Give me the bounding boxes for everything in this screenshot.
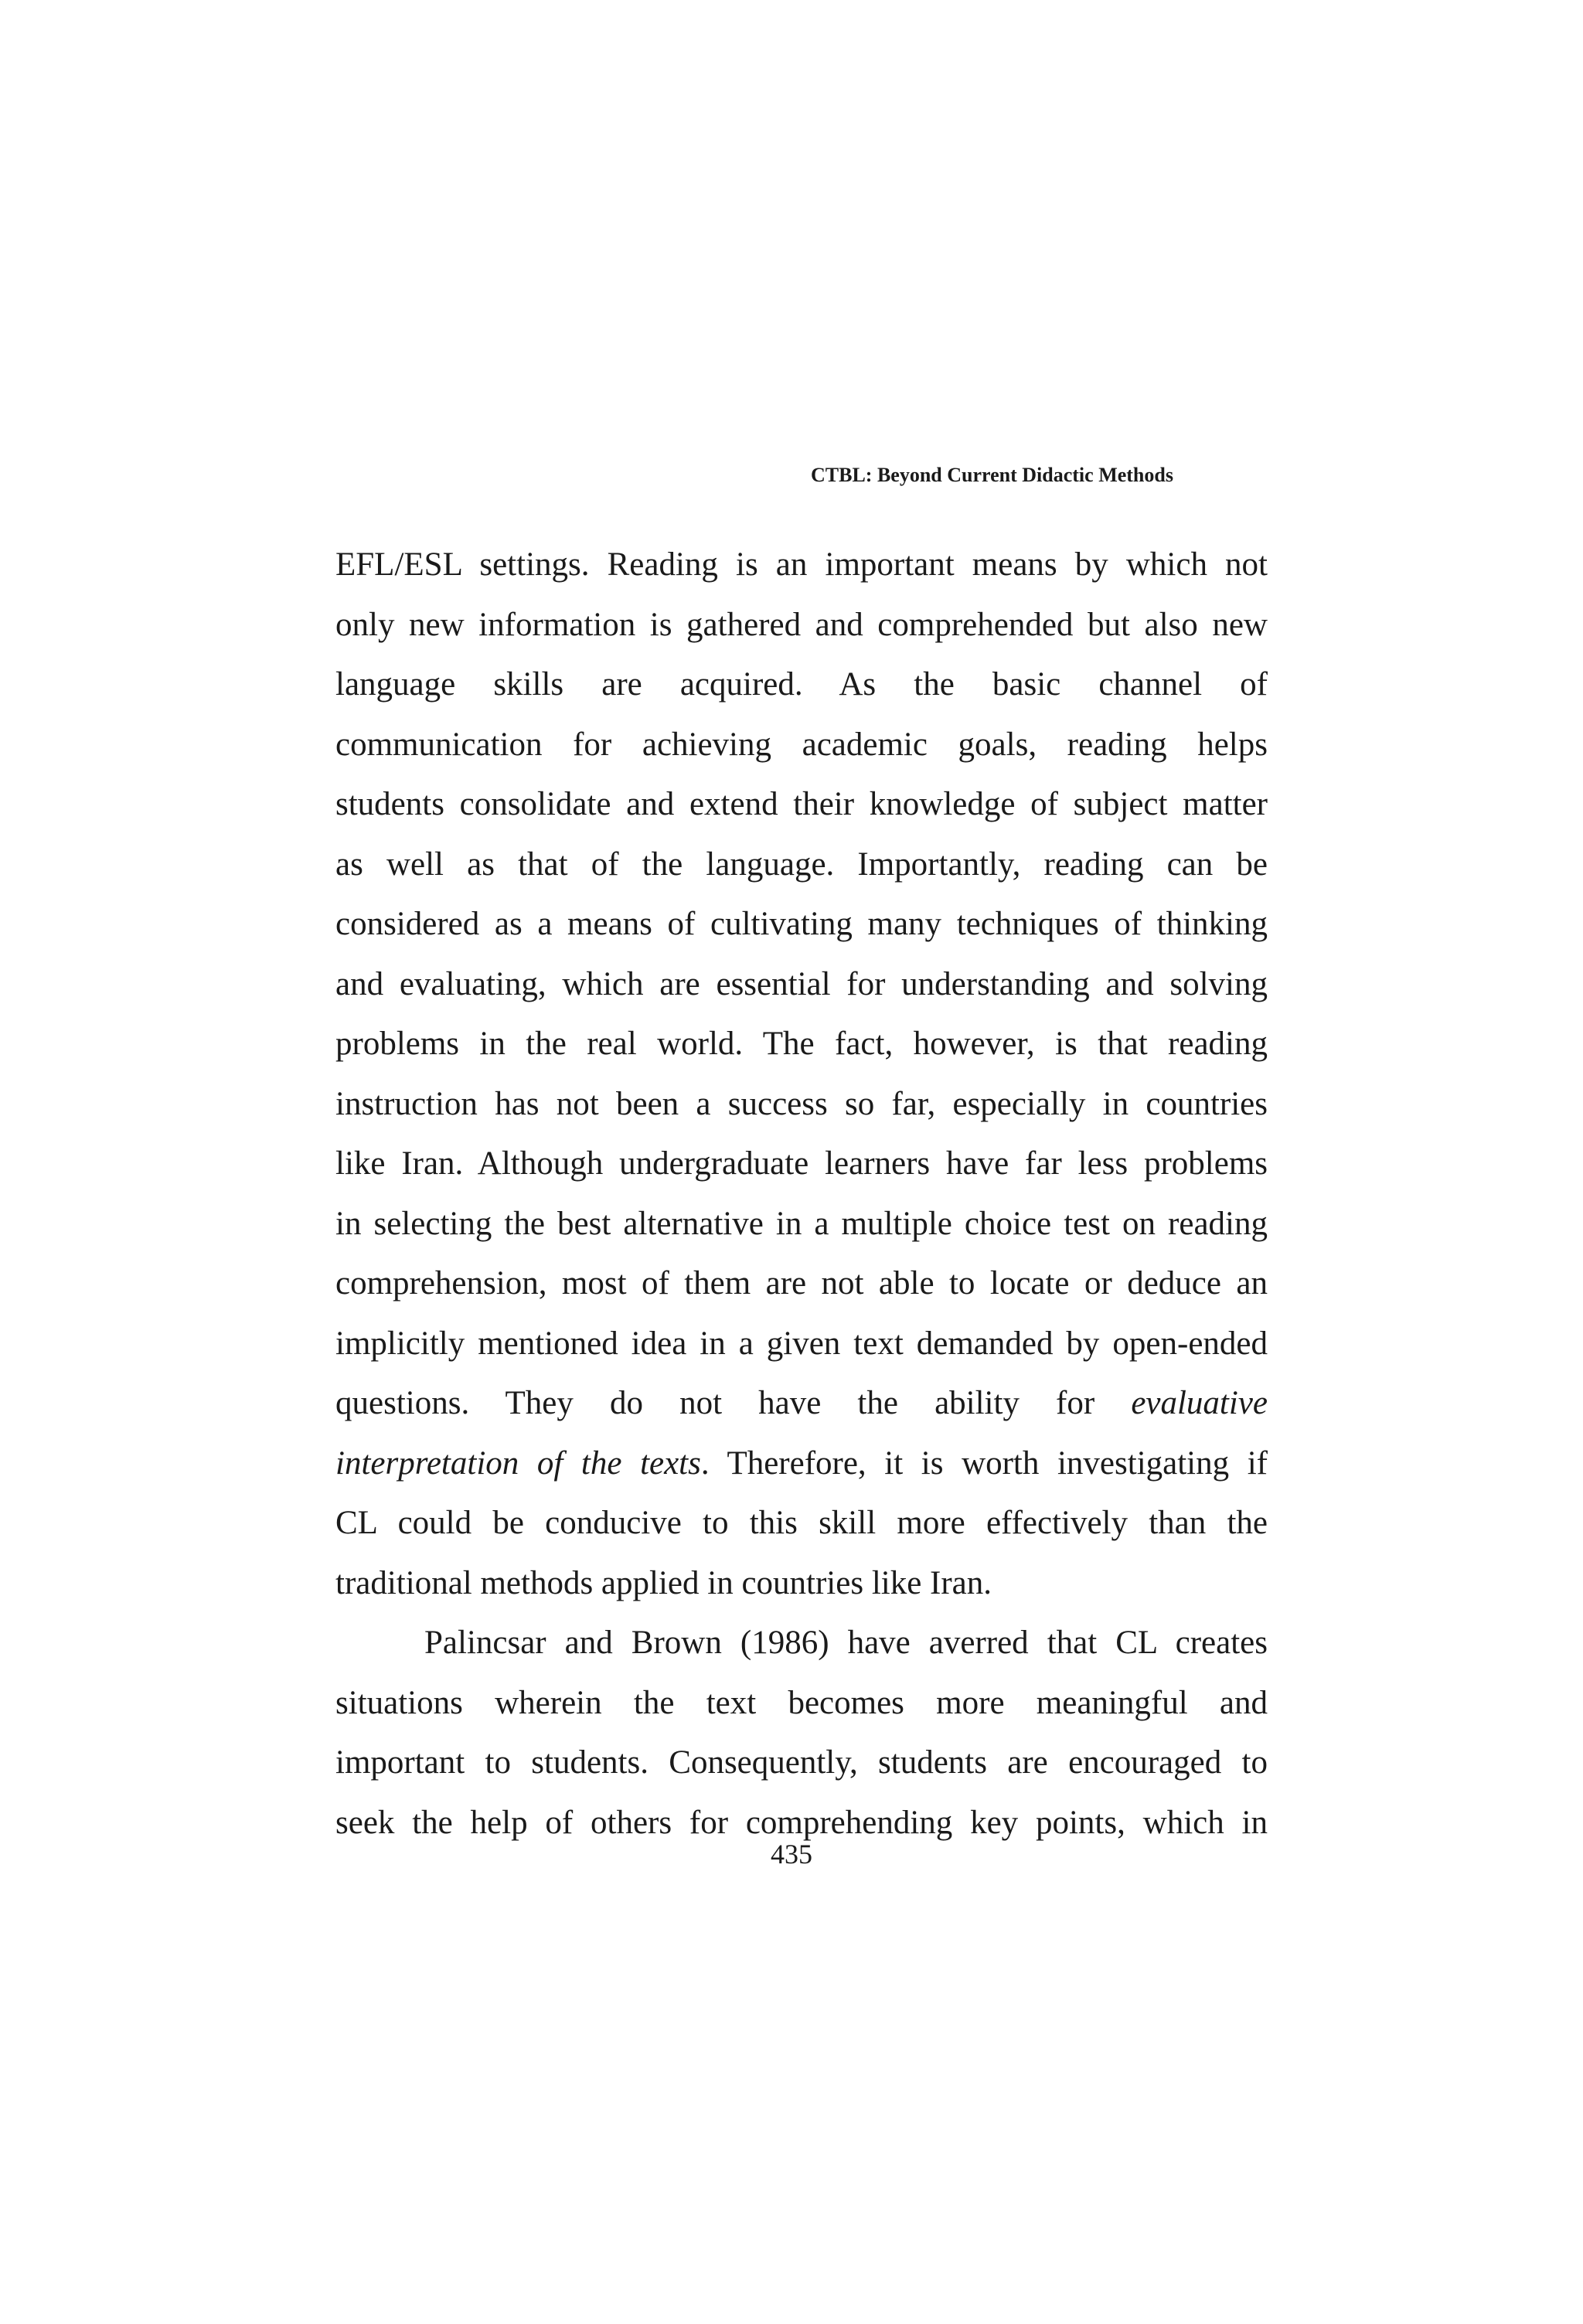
text-line: seek the help of others for comprehending key points, which in xyxy=(335,1804,1268,1841)
text-line: implicitly mentioned idea in a given text demanded by open-ended xyxy=(335,1325,1268,1362)
text-line: CL could be conducive to this skill more effectively than the xyxy=(335,1505,1268,1541)
text-line: instruction has not been a success so far, especially in countries xyxy=(335,1085,1268,1122)
text-segment: questions. They do not have the ability for xyxy=(335,1385,1132,1421)
running-header: CTBL: Beyond Current Didactic Methods xyxy=(811,464,1173,486)
text-line-paragraph-end: traditional methods applied in countries like Iran. xyxy=(335,1564,992,1601)
italic-segment: evaluative xyxy=(1131,1385,1268,1421)
text-line-mixed xyxy=(335,1373,1268,1434)
text-line: comprehension, most of them are not able to locate or deduce an xyxy=(335,1265,1268,1302)
text-line: language skills are acquired. As the basic channel of xyxy=(335,666,1268,703)
text-line: and evaluating, which are essential for understanding and solving xyxy=(335,965,1268,1002)
text-line: communication for achieving academic goals, reading helps xyxy=(335,726,1268,763)
text-line: as well as that of the language. Importantly, reading can be xyxy=(335,846,1268,883)
italic-segment: interpretation of the texts xyxy=(335,1444,701,1482)
text-segment: . Therefore, it is worth investigating if xyxy=(700,1444,1268,1482)
body-text xyxy=(335,535,1268,1853)
text-line: situations wherein the text becomes more meaningful and xyxy=(335,1684,1268,1721)
text-line: only new information is gathered and comprehended but also new xyxy=(335,606,1268,643)
text-line-mixed xyxy=(335,1434,1268,1494)
text-line: considered as a means of cultivating many techniques of thinking xyxy=(335,906,1268,942)
text-line: like Iran. Although undergraduate learners have far less problems xyxy=(335,1145,1268,1182)
text-line: problems in the real world. The fact, however, is that reading xyxy=(335,1026,1268,1062)
text-line: students consolidate and extend their knowledge of subject matter xyxy=(335,786,1268,822)
text-line-paragraph-start: Palincsar and Brown (1986) have averred that CL creates xyxy=(424,1625,1268,1661)
text-line: in selecting the best alternative in a multiple choice test on reading xyxy=(335,1205,1268,1242)
text-line: EFL/ESL settings. Reading is an important means by which not xyxy=(335,546,1268,583)
text-line: important to students. Consequently, students are encouraged to xyxy=(335,1744,1268,1781)
page-number: 435 xyxy=(771,1839,812,1870)
